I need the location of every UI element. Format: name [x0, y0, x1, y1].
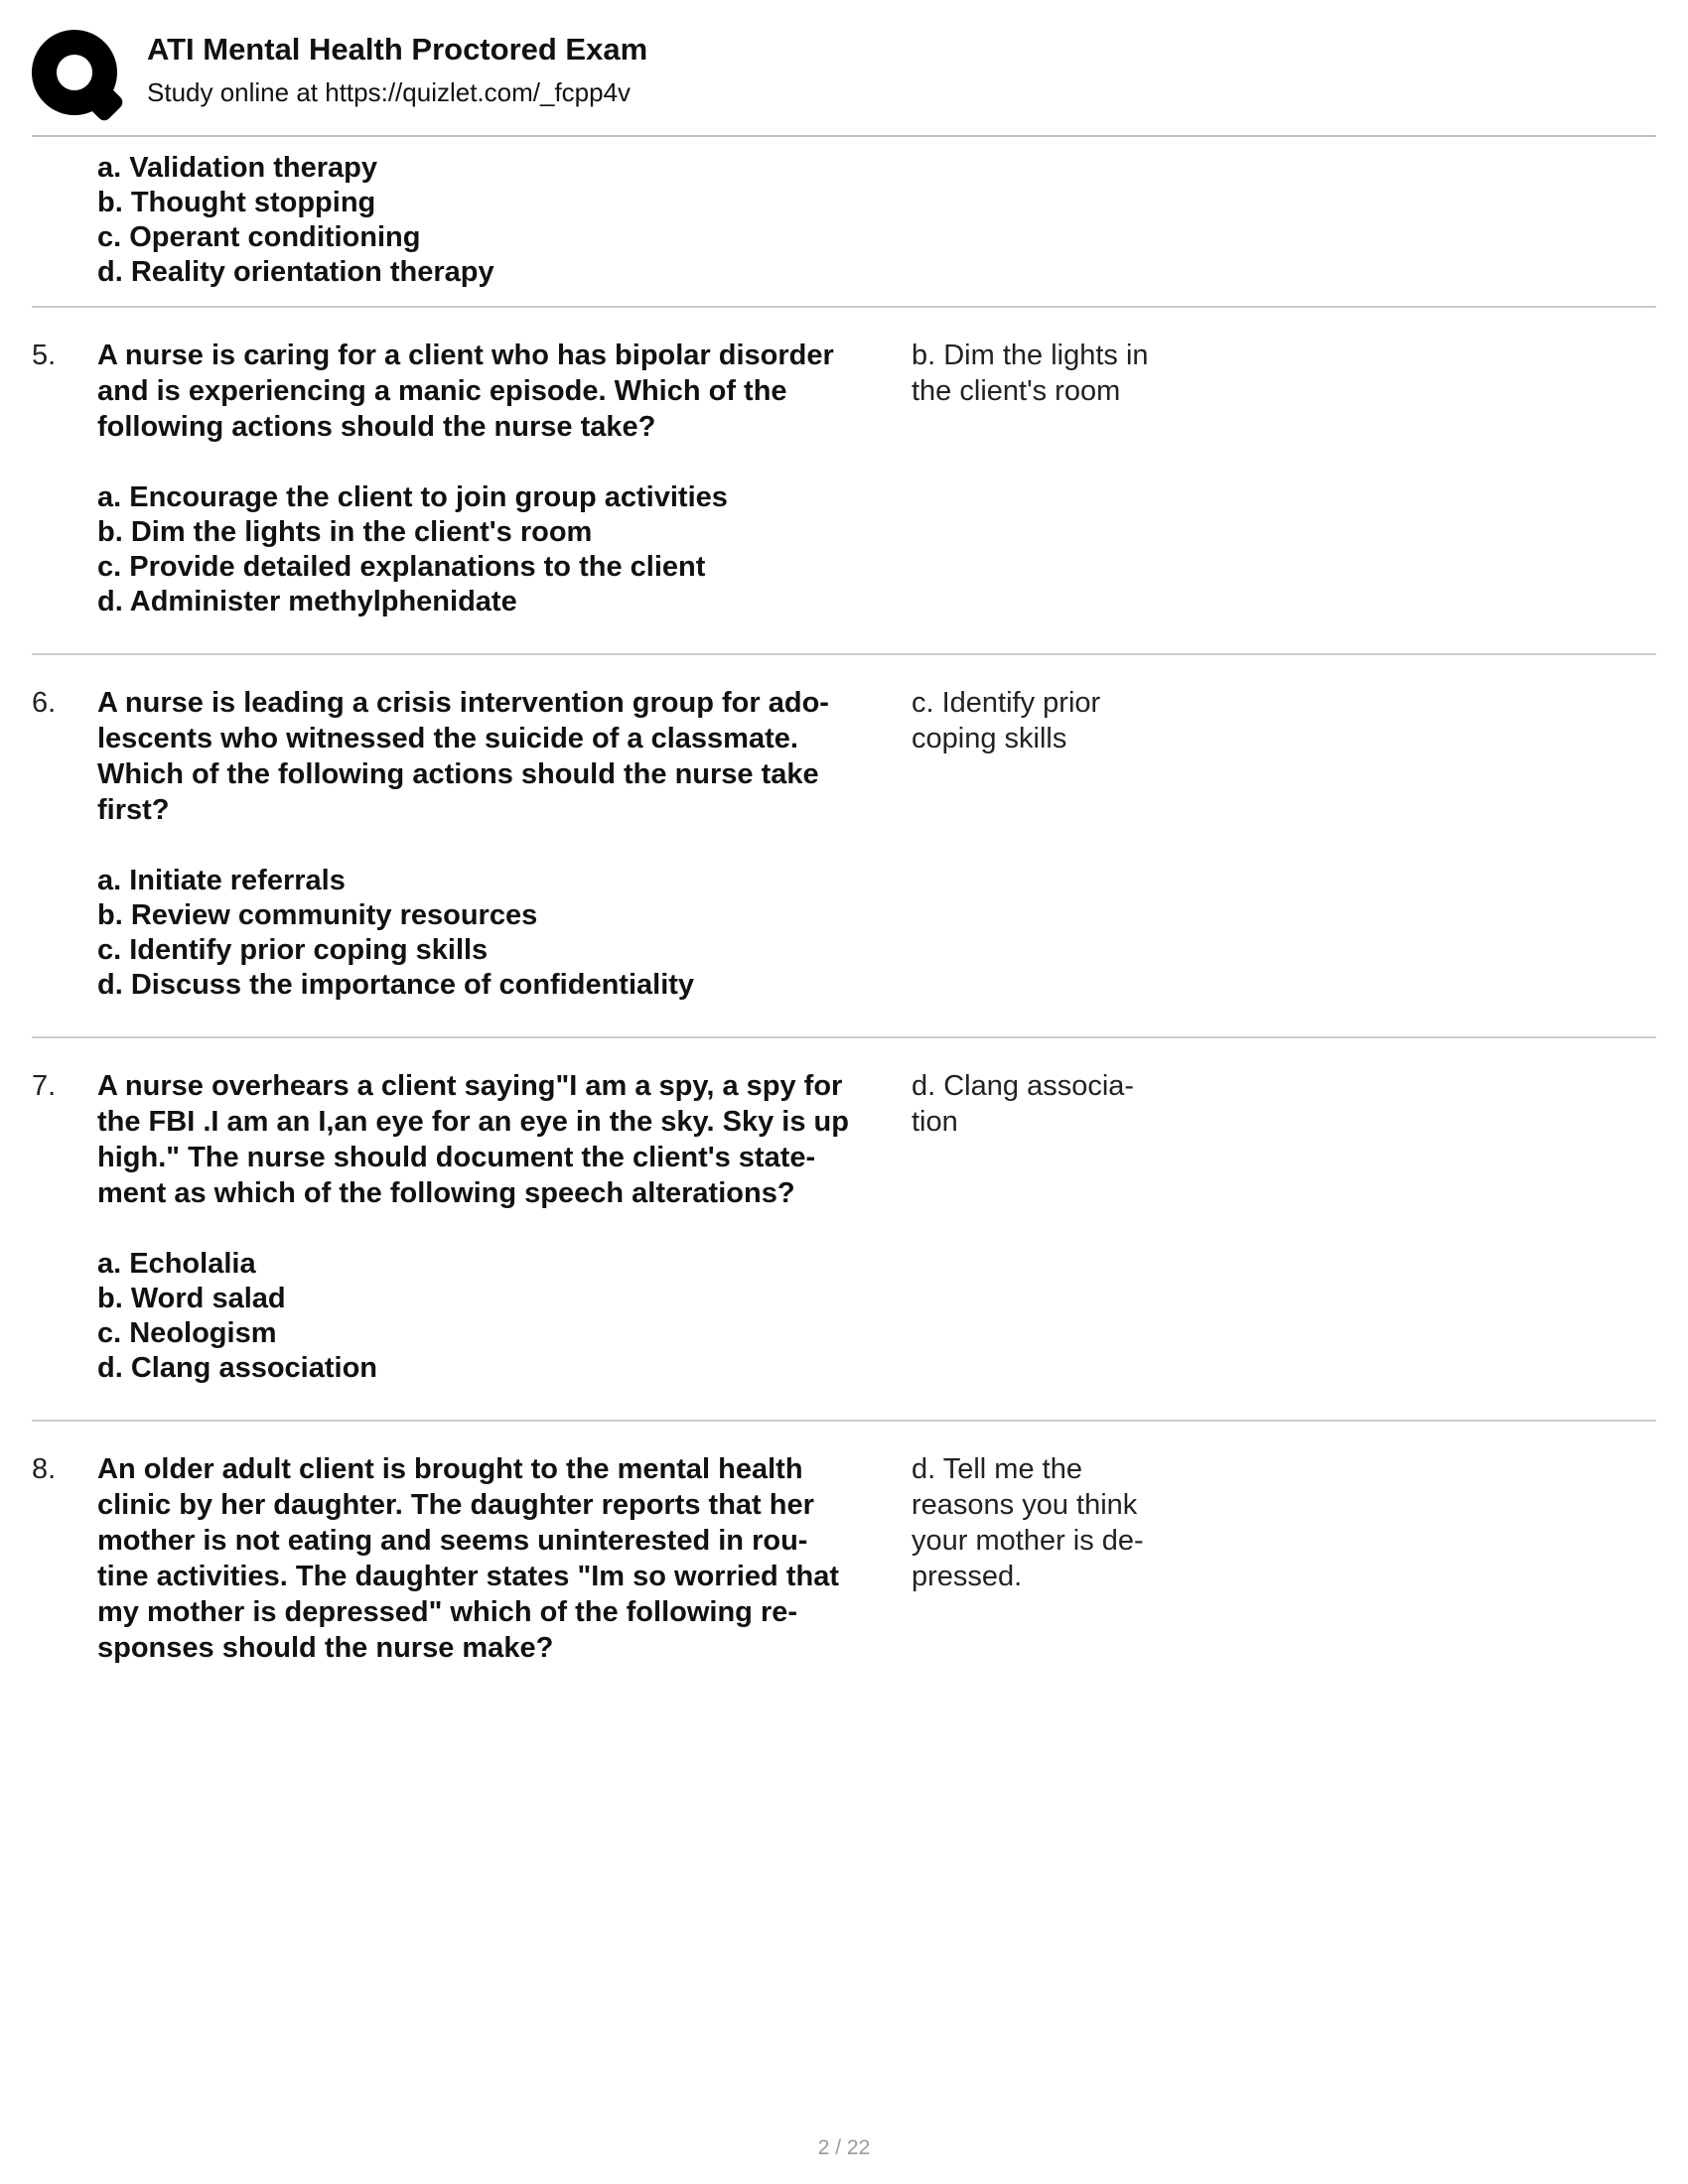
- answer-text: d. Clang associa- tion: [912, 1070, 1135, 1138]
- question-body: [97, 338, 904, 619]
- question-text: A nurse is caring for a client who has bipolar disorder and is experiencing a manic episode. Which of the following actions should the nurse take?: [97, 340, 834, 443]
- page-number: 2 / 22: [817, 2136, 871, 2159]
- option-item: d. Clang association: [97, 1352, 377, 1384]
- option-item: a. Encourage the client to join group activities: [97, 481, 728, 513]
- question-text: An older adult client is brought to the mental health clinic by her daughter. The daughter reports that her mother is not eating and seems uninterested in rou- tine activities. The daughter states "Im so worried that my mother is depressed" which of the following re- sponses should the nurse make?: [97, 1453, 839, 1664]
- option-item: b. Review community resources: [97, 899, 538, 931]
- page-subtitle: Study online at https://quizlet.com/_fcpp4v: [147, 76, 632, 107]
- options-list: [97, 480, 904, 619]
- answer-text: d. Tell me the reasons you think your mother is de- pressed.: [912, 1453, 1144, 1592]
- question-continuation-options: [32, 137, 1656, 306]
- option-item: b. Word salad: [97, 1283, 286, 1314]
- question-block-8: [32, 1422, 1656, 1700]
- question-block-6: [32, 655, 1656, 1036]
- header-text: [147, 26, 647, 108]
- options-list: [97, 1247, 904, 1386]
- option-item: a. Echolalia: [97, 1248, 256, 1280]
- question-body: [97, 1068, 904, 1386]
- question-block-5: [32, 308, 1656, 653]
- question-body: [97, 1451, 904, 1666]
- question-number: 7.: [32, 1070, 57, 1102]
- option-item: d. Reality orientation therapy: [97, 256, 494, 288]
- option-item: b. Dim the lights in the client's room: [97, 516, 593, 548]
- question-number: 6.: [32, 687, 57, 719]
- option-item: c. Identify prior coping skills: [97, 934, 489, 966]
- options-list: [97, 864, 904, 1003]
- option-item: c. Operant conditioning: [97, 221, 421, 253]
- option-item: c. Provide detailed explanations to the client: [97, 551, 706, 583]
- question-text: A nurse is leading a crisis intervention group for ado- lescents who witnessed the suicide of a classmate. Which of the following actions should the nurse take first?: [97, 687, 829, 826]
- option-item: d. Administer methylphenidate: [97, 586, 517, 617]
- question-number: 8.: [32, 1453, 57, 1485]
- option-item: a. Initiate referrals: [97, 865, 346, 896]
- question-block-7: [32, 1038, 1656, 1420]
- page-title: ATI Mental Health Proctored Exam: [147, 32, 648, 67]
- answer-text: b. Dim the lights in the client's room: [912, 340, 1149, 407]
- option-item: b. Thought stopping: [97, 187, 376, 218]
- answer-text: c. Identify prior coping skills: [912, 687, 1101, 754]
- question-number: 5.: [32, 340, 57, 371]
- quizlet-q-logo: [32, 26, 123, 119]
- option-item: d. Discuss the importance of confidentiality: [97, 969, 695, 1001]
- option-item: a. Validation therapy: [97, 152, 378, 184]
- header: [32, 26, 1656, 137]
- question-text: A nurse overhears a client saying"I am a spy, a spy for the FBI .I am an I,an eye for an eye in the sky. Sky is up high." The nurse should document the client's state- ment as which of the following speech alterations?: [97, 1070, 849, 1209]
- question-body: [97, 685, 904, 1003]
- option-item: c. Neologism: [97, 1317, 277, 1349]
